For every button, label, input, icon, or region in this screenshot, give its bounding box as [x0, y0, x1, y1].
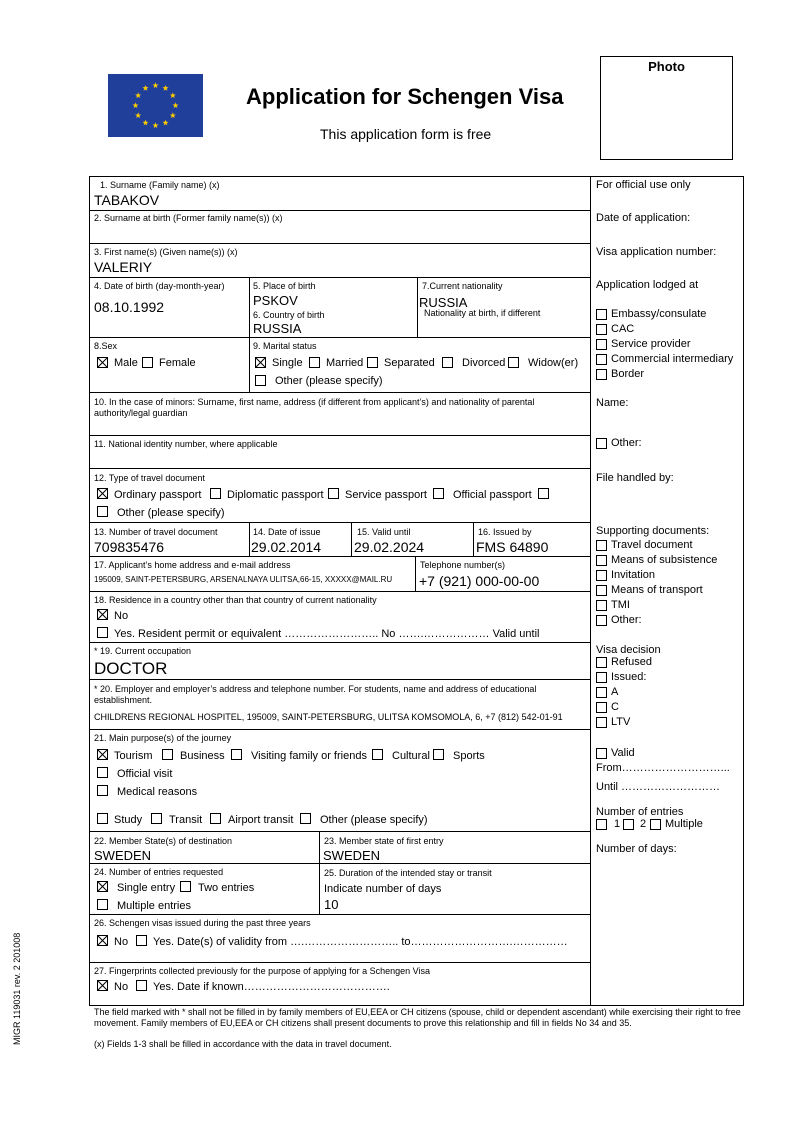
- support-other-label: Other:: [611, 614, 642, 626]
- purpose-business-label: Business: [180, 750, 225, 762]
- visas-no-checkbox[interactable]: [97, 935, 108, 946]
- row-line: [89, 831, 590, 832]
- sex-female-label: Female: [159, 357, 196, 369]
- doc-other-checkbox[interactable]: [97, 506, 108, 517]
- entries-multiple-checkbox[interactable]: [97, 899, 108, 910]
- field-3-label: 3. First name(s) (Given name(s)) (x): [94, 247, 238, 257]
- cell-divider: [415, 556, 416, 591]
- doc-diplomatic-label: Diplomatic passport: [227, 489, 324, 501]
- field-19-label: * 19. Current occupation: [94, 646, 192, 656]
- cell-divider: [249, 522, 250, 556]
- sex-male-label: Male: [114, 357, 138, 369]
- marital-divorced-checkbox[interactable]: [442, 357, 453, 368]
- support-tmi-label: TMI: [611, 599, 630, 611]
- telephone-value[interactable]: +7 (921) 000-00-00: [419, 573, 540, 589]
- document-number-value[interactable]: 709835476: [94, 539, 165, 555]
- lodged-embassy-checkbox[interactable]: [596, 309, 607, 320]
- entries-multiple-official-checkbox[interactable]: [650, 819, 661, 830]
- purpose-official-label: Official visit: [117, 768, 173, 780]
- entries-single-checkbox[interactable]: [97, 881, 108, 892]
- entries-single-label: Single entry: [117, 882, 176, 894]
- support-other-checkbox[interactable]: [596, 615, 607, 626]
- row-line: [89, 556, 590, 557]
- row-line: [89, 337, 590, 338]
- doc-official-label: Official passport: [453, 489, 532, 501]
- field-9-label: 9. Marital status: [253, 341, 317, 351]
- entries-two-official-checkbox[interactable]: [623, 819, 634, 830]
- purpose-transit-checkbox[interactable]: [151, 813, 162, 824]
- purpose-sports-label: Sports: [453, 750, 485, 762]
- support-invitation-checkbox[interactable]: [596, 570, 607, 581]
- field-2-label: 2. Surname at birth (Former family name(s)) (x): [94, 213, 283, 223]
- lodged-at-label: Application lodged at: [596, 279, 699, 291]
- number-of-days-official-label: Number of days:: [596, 843, 677, 855]
- field-6-label: 6. Country of birth: [253, 310, 325, 320]
- field-17-label: 17. Applicant’s home address and e-mail address: [94, 560, 291, 570]
- entries-two-checkbox[interactable]: [180, 881, 191, 892]
- valid-until-value[interactable]: 29.02.2024: [354, 539, 425, 555]
- row-line: [89, 522, 590, 523]
- number-of-days-label: Indicate number of days: [324, 883, 442, 895]
- lodged-embassy-label: Embassy/consulate: [611, 308, 707, 320]
- field-15-label: 15. Valid until: [357, 527, 411, 537]
- supporting-docs-label: Supporting documents:: [596, 525, 710, 537]
- valid-from-label: From………………………...: [596, 762, 730, 774]
- decision-refused-label: Refused: [611, 656, 652, 668]
- lodged-border-checkbox[interactable]: [596, 369, 607, 380]
- employer-value[interactable]: CHILDRENS REGIONAL HOSPITEL, 195009, SAINT-PETERSBURG, ULITSA KOMSOMOLA, 6, +7 (812) 542-01-91: [94, 712, 563, 722]
- column-divider: [590, 176, 591, 1006]
- row-line: [89, 468, 590, 469]
- doc-ordinary-label: Ordinary passport: [114, 489, 202, 501]
- lodged-commercial-checkbox[interactable]: [596, 354, 607, 365]
- purpose-official-checkbox[interactable]: [97, 767, 108, 778]
- place-of-birth-value[interactable]: PSKOV: [253, 293, 298, 308]
- field-4-label: 4. Date of birth (day-month-year): [94, 281, 225, 291]
- purpose-visiting-checkbox[interactable]: [231, 749, 242, 760]
- support-travel-checkbox[interactable]: [596, 540, 607, 551]
- destination-value[interactable]: SWEDEN: [94, 848, 152, 863]
- photo-label: Photo: [648, 59, 685, 74]
- residence-yes-label: Yes. Resident permit or equivalent …………………….. No …….……………… Valid until: [114, 628, 540, 640]
- field-20-label-line1: * 20. Employer and employer’s address and telephone number. For students, name and address of educational: [94, 684, 537, 694]
- eu-flag-icon: [108, 74, 203, 137]
- valid-until-label: Until ………………………: [596, 781, 721, 793]
- visa-decision-label: Visa decision: [596, 644, 661, 656]
- entries-one-label: 1: [614, 818, 621, 830]
- number-of-entries-label: Number of entries: [596, 806, 684, 818]
- purpose-airport-checkbox[interactable]: [210, 813, 221, 824]
- decision-c-label: C: [611, 701, 619, 713]
- cell-divider: [473, 522, 474, 556]
- field-22-label: 22. Member State(s) of destination: [94, 836, 233, 846]
- entries-two-label: Two entries: [198, 882, 255, 894]
- valid-checkbox[interactable]: [596, 748, 607, 759]
- field-12-label: 12. Type of travel document: [94, 473, 205, 483]
- field-14-label: 14. Date of issue: [253, 527, 321, 537]
- row-line: [89, 277, 590, 278]
- lodged-service-label: Service provider: [611, 338, 691, 350]
- decision-issued-label: Issued:: [611, 671, 647, 683]
- marital-other-label: Other (please specify): [275, 375, 383, 387]
- entries-one-checkbox[interactable]: [596, 819, 607, 830]
- purpose-tourism-label: Tourism: [114, 750, 153, 762]
- marital-separated-label: Separated: [384, 357, 435, 369]
- decision-refused-checkbox[interactable]: [596, 657, 607, 668]
- entries-multiple-label: Multiple entries: [117, 900, 191, 912]
- support-invitation-label: Invitation: [611, 569, 656, 581]
- row-line: [89, 210, 590, 211]
- row-line: [89, 642, 590, 643]
- visa-number-label: Visa application number:: [596, 246, 717, 258]
- telephone-label: Telephone number(s): [420, 560, 506, 570]
- nationality-value[interactable]: RUSSIA: [419, 295, 468, 310]
- purpose-medical-checkbox[interactable]: [97, 785, 108, 796]
- row-line: [89, 679, 590, 680]
- marital-widow-checkbox[interactable]: [508, 357, 519, 368]
- footer-fields-note: (x) Fields 1-3 shall be filled in accordance with the data in travel document.: [94, 1039, 392, 1049]
- decision-c-checkbox[interactable]: [596, 702, 607, 713]
- lodged-service-checkbox[interactable]: [596, 339, 607, 350]
- fingerprints-no-label: No: [114, 981, 129, 993]
- field-1-label: 1. Surname (Family name) (x): [100, 180, 220, 190]
- entries-multiple-official-label: Multiple: [665, 818, 703, 830]
- country-of-birth-value[interactable]: RUSSIA: [253, 321, 302, 336]
- doc-service-label: Service passport: [345, 489, 427, 501]
- marital-single-checkbox[interactable]: [255, 357, 266, 368]
- field-18-label: 18. Residence in a country other than that country of current nationality: [94, 595, 377, 605]
- marital-divorced-label: Divorced: [462, 357, 506, 369]
- purpose-other-label: Other (please specify): [320, 814, 428, 826]
- date-of-application-label: Date of application:: [596, 212, 691, 224]
- field-23-label: 23. Member state of first entry: [324, 836, 444, 846]
- fingerprints-yes-checkbox[interactable]: [136, 980, 147, 991]
- cell-divider: [351, 522, 352, 556]
- purpose-cultural-checkbox[interactable]: [372, 749, 383, 760]
- field-27-label: 27. Fingerprints collected previously for the purpose of applying for a Schengen Visa: [94, 966, 431, 976]
- issued-by-value[interactable]: FMS 64890: [476, 539, 549, 555]
- cell-divider: [417, 277, 418, 337]
- support-subsistence-label: Means of subsistence: [611, 554, 718, 566]
- doc-other-label: Other (please specify): [117, 507, 225, 519]
- row-line: [89, 392, 590, 393]
- support-transport-label: Means of transport: [611, 584, 703, 596]
- official-other-checkbox[interactable]: [596, 438, 607, 449]
- purpose-visiting-label: Visiting family or friends: [251, 750, 367, 762]
- fingerprints-no-checkbox[interactable]: [97, 980, 108, 991]
- entries-two-official-label: 2: [640, 818, 647, 830]
- residence-no-label: No: [114, 610, 129, 622]
- field-10-label-line1: 10. In the case of minors: Surname, first name, address (if different from applicant’s) and nationality of parental: [94, 397, 535, 407]
- purpose-cultural-label: Cultural: [392, 750, 430, 762]
- purpose-business-checkbox[interactable]: [162, 749, 173, 760]
- visas-yes-checkbox[interactable]: [136, 935, 147, 946]
- page-title: Application for Schengen Visa: [246, 84, 564, 109]
- field-26-label: 26. Schengen visas issued during the past three years: [94, 918, 311, 928]
- duration-value[interactable]: 10: [324, 897, 339, 912]
- occupation-value[interactable]: DOCTOR: [94, 659, 168, 678]
- lodged-cac-label: CAC: [611, 323, 635, 335]
- official-name-label: Name:: [596, 397, 629, 409]
- support-transport-checkbox[interactable]: [596, 585, 607, 596]
- eu-flag-stars-icon: [108, 74, 203, 137]
- decision-ltv-label: LTV: [611, 716, 631, 728]
- decision-issued-checkbox[interactable]: [596, 672, 607, 683]
- purpose-other-checkbox[interactable]: [300, 813, 311, 824]
- purpose-study-label: Study: [114, 814, 143, 826]
- sex-female-checkbox[interactable]: [142, 357, 153, 368]
- row-line: [89, 962, 590, 963]
- doc-ordinary-checkbox[interactable]: [97, 488, 108, 499]
- doc-official-checkbox[interactable]: [433, 488, 444, 499]
- field-10-label-line2: authority/legal guardian: [94, 408, 188, 418]
- purpose-medical-label: Medical reasons: [117, 786, 198, 798]
- address-email-value[interactable]: 195009, SAINT-PETERSBURG, ARSENALNAYA ULITSA,66-15, XXXXX@MAIL.RU: [94, 575, 393, 584]
- marital-single-label: Single: [272, 357, 303, 369]
- support-tmi-checkbox[interactable]: [596, 600, 607, 611]
- field-5-label: 5. Place of birth: [253, 281, 316, 291]
- decision-a-checkbox[interactable]: [596, 687, 607, 698]
- decision-ltv-checkbox[interactable]: [596, 717, 607, 728]
- first-name-value[interactable]: VALERIY: [94, 259, 153, 275]
- nationality-at-birth-label: Nationality at birth, if different: [424, 308, 541, 318]
- photo-box[interactable]: [600, 56, 733, 160]
- official-other-label: Other:: [611, 437, 642, 449]
- field-8-label: 8.Sex: [94, 341, 118, 351]
- purpose-airport-label: Airport transit: [228, 814, 294, 826]
- lodged-cac-checkbox[interactable]: [596, 324, 607, 335]
- purpose-transit-label: Transit: [169, 814, 203, 826]
- surname-value[interactable]: TABAKOV: [94, 192, 160, 208]
- marital-other-checkbox[interactable]: [255, 375, 266, 386]
- page-subtitle: This application form is free: [320, 126, 492, 142]
- official-use-title: For official use only: [596, 179, 691, 191]
- decision-a-label: A: [611, 686, 619, 698]
- lodged-commercial-label: Commercial intermediary: [611, 353, 734, 365]
- field-24-label: 24. Number of entries requested: [94, 867, 224, 877]
- field-13-label: 13. Number of travel document: [94, 527, 218, 537]
- residence-no-checkbox[interactable]: [97, 609, 108, 620]
- sex-male-checkbox[interactable]: [97, 357, 108, 368]
- doc-service-checkbox[interactable]: [328, 488, 339, 499]
- row-line: [89, 729, 590, 730]
- row-line: [89, 243, 590, 244]
- valid-label: Valid: [611, 747, 635, 759]
- purpose-sports-checkbox[interactable]: [433, 749, 444, 760]
- first-entry-value[interactable]: SWEDEN: [323, 848, 381, 863]
- fingerprints-yes-label: Yes. Date if known………………………………….: [153, 981, 390, 993]
- cell-divider: [319, 831, 320, 914]
- purpose-tourism-checkbox[interactable]: [97, 749, 108, 760]
- field-16-label: 16. Issued by: [478, 527, 532, 537]
- field-11-label: 11. National identity number, where applicable: [94, 439, 278, 449]
- footer-note: The field marked with * shall not be filled in by family members of EU,EEA or CH citizens (spouse, child or dependent ascendant) while exercising their right to free movement. Family members of EU,EEA or CH citizens shall present documents to prove this relationship and fill in fields No 34 and 35.: [94, 1007, 741, 1028]
- purpose-study-checkbox[interactable]: [97, 813, 108, 824]
- field-25-label: 25. Duration of the intended stay or transit: [324, 868, 492, 878]
- marital-widow-label: Widow(er): [528, 357, 579, 369]
- visas-no-label: No: [114, 936, 129, 948]
- date-of-issue-value[interactable]: 29.02.2014: [251, 539, 322, 555]
- doc-diplomatic-checkbox[interactable]: [210, 488, 221, 499]
- marital-married-label: Married: [326, 357, 364, 369]
- field-20-label-line2: establishment.: [94, 695, 153, 705]
- row-line: [89, 914, 590, 915]
- support-travel-label: Travel document: [611, 539, 693, 551]
- support-subsistence-checkbox[interactable]: [596, 555, 607, 566]
- marital-separated-checkbox[interactable]: [367, 357, 378, 368]
- visas-yes-label: Yes. Date(s) of validity from ….…………………….. to……………………….……………: [153, 936, 568, 948]
- cell-divider: [249, 277, 250, 392]
- file-handled-label: File handled by:: [596, 472, 674, 484]
- date-of-birth-value[interactable]: 08.10.1992: [94, 299, 165, 315]
- row-line: [89, 435, 590, 436]
- residence-yes-checkbox[interactable]: [97, 627, 108, 638]
- field-21-label: 21. Main purpose(s) of the journey: [94, 733, 232, 743]
- field-7-label: 7.Current nationality: [422, 281, 503, 291]
- marital-married-checkbox[interactable]: [309, 357, 320, 368]
- doc-extra-checkbox[interactable]: [538, 488, 549, 499]
- lodged-border-label: Border: [611, 368, 645, 380]
- form-code: MIGR 119031 rev. 2 201008: [12, 932, 22, 1045]
- row-line: [89, 591, 590, 592]
